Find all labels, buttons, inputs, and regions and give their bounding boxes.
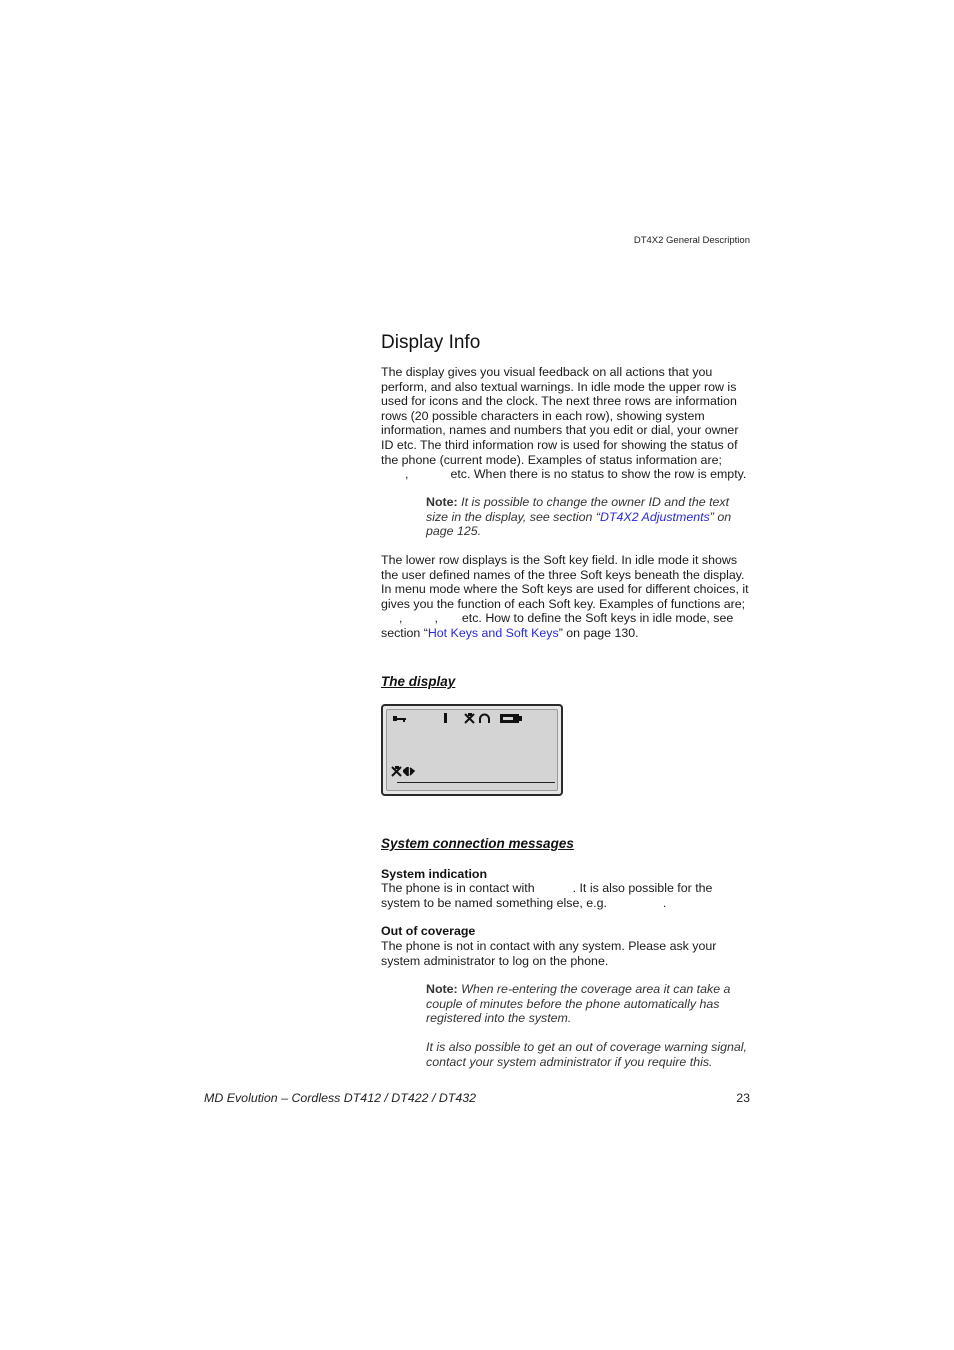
system-indication-part3: . [662, 895, 667, 910]
softkey-divider [397, 782, 555, 783]
softkey-text: The lower row displays is the Soft key field. In idle mode it shows the user defined names of the three Soft keys beneath the display. In menu mode where the Soft keys are used for different choices, it gives you the function of each Soft key. Examples of functions are; [381, 553, 749, 611]
note-label: Note: [426, 982, 458, 996]
out-of-coverage-text: The phone is not in contact with any system. Please ask your system administrator to log on the phone. [381, 939, 717, 968]
silent-icon [391, 766, 403, 777]
note-reentering-coverage [426, 982, 754, 1026]
footer-doc-title: MD Evolution – Cordless DT412 / DT422 / DT432 [204, 1091, 477, 1105]
intro-tail: etc. When there is no status to show the row is empty. [450, 467, 747, 482]
system-indication-part2: . It is also possible for the system to be named something else, e.g. [381, 881, 713, 910]
note-label: Note: [426, 495, 458, 509]
lcd-screen [386, 709, 558, 791]
mute-icon [464, 713, 476, 724]
phone-display [381, 704, 563, 796]
softkey-paragraph [381, 553, 753, 641]
system-indication-text [381, 881, 753, 910]
note-text: When re-entering the coverage area it can take a couple of minutes before the phone automatically has registered into the system. [426, 982, 731, 1026]
page-number: 23 [736, 1091, 750, 1105]
connection-subheading: System connection messages [381, 836, 574, 851]
headset-icon [478, 713, 491, 724]
link-dt4x2-adjustments[interactable]: DT4X2 Adjustments [600, 509, 710, 524]
note-text: It is possible to change the owner ID and the text size in the display, see section “ [426, 495, 730, 524]
softkey-end: ” on page 130. [558, 625, 639, 640]
intro-text: The display gives you visual feedback on all actions that you perform, and also textual warnings. In idle mode the upper row is used for icons and the clock. The next three rows are information rows (20 possible characters in each row), showing system information, names and numbers that you edit or dial, your owner ID etc. The third information row is used for showing the status of the phone (current mode). Examples of status information are; [381, 365, 739, 467]
running-header: DT4X2 General Description [633, 235, 750, 246]
speaker-icon [403, 767, 415, 776]
battery-icon [500, 714, 522, 723]
out-of-coverage-heading: Out of coverage [381, 924, 476, 938]
intro-separator: , [405, 467, 409, 482]
softkey-tail: etc. How to define the Soft keys in idle mode, see section “ [381, 611, 734, 640]
note-coverage-warning: It is also possible to get an out of coverage warning signal, contact your system administrator if you require this. [426, 1040, 747, 1069]
softkey-separator-2: , [434, 611, 438, 626]
signal-bar-icon [443, 713, 448, 724]
intro-paragraph [381, 365, 753, 482]
display-subheading: The display [381, 674, 456, 689]
system-indication-heading: System indication [381, 867, 488, 881]
key-icon [393, 714, 407, 724]
link-hot-keys-soft-keys[interactable]: Hot Keys and Soft Keys [427, 625, 559, 640]
softkey-separator-1: , [399, 611, 403, 626]
section-title: Display Info [381, 332, 481, 353]
note-owner-id [426, 495, 754, 539]
system-indication-part1: The phone is in contact with [381, 881, 535, 895]
note-text-end: ” on page 125. [426, 509, 732, 539]
